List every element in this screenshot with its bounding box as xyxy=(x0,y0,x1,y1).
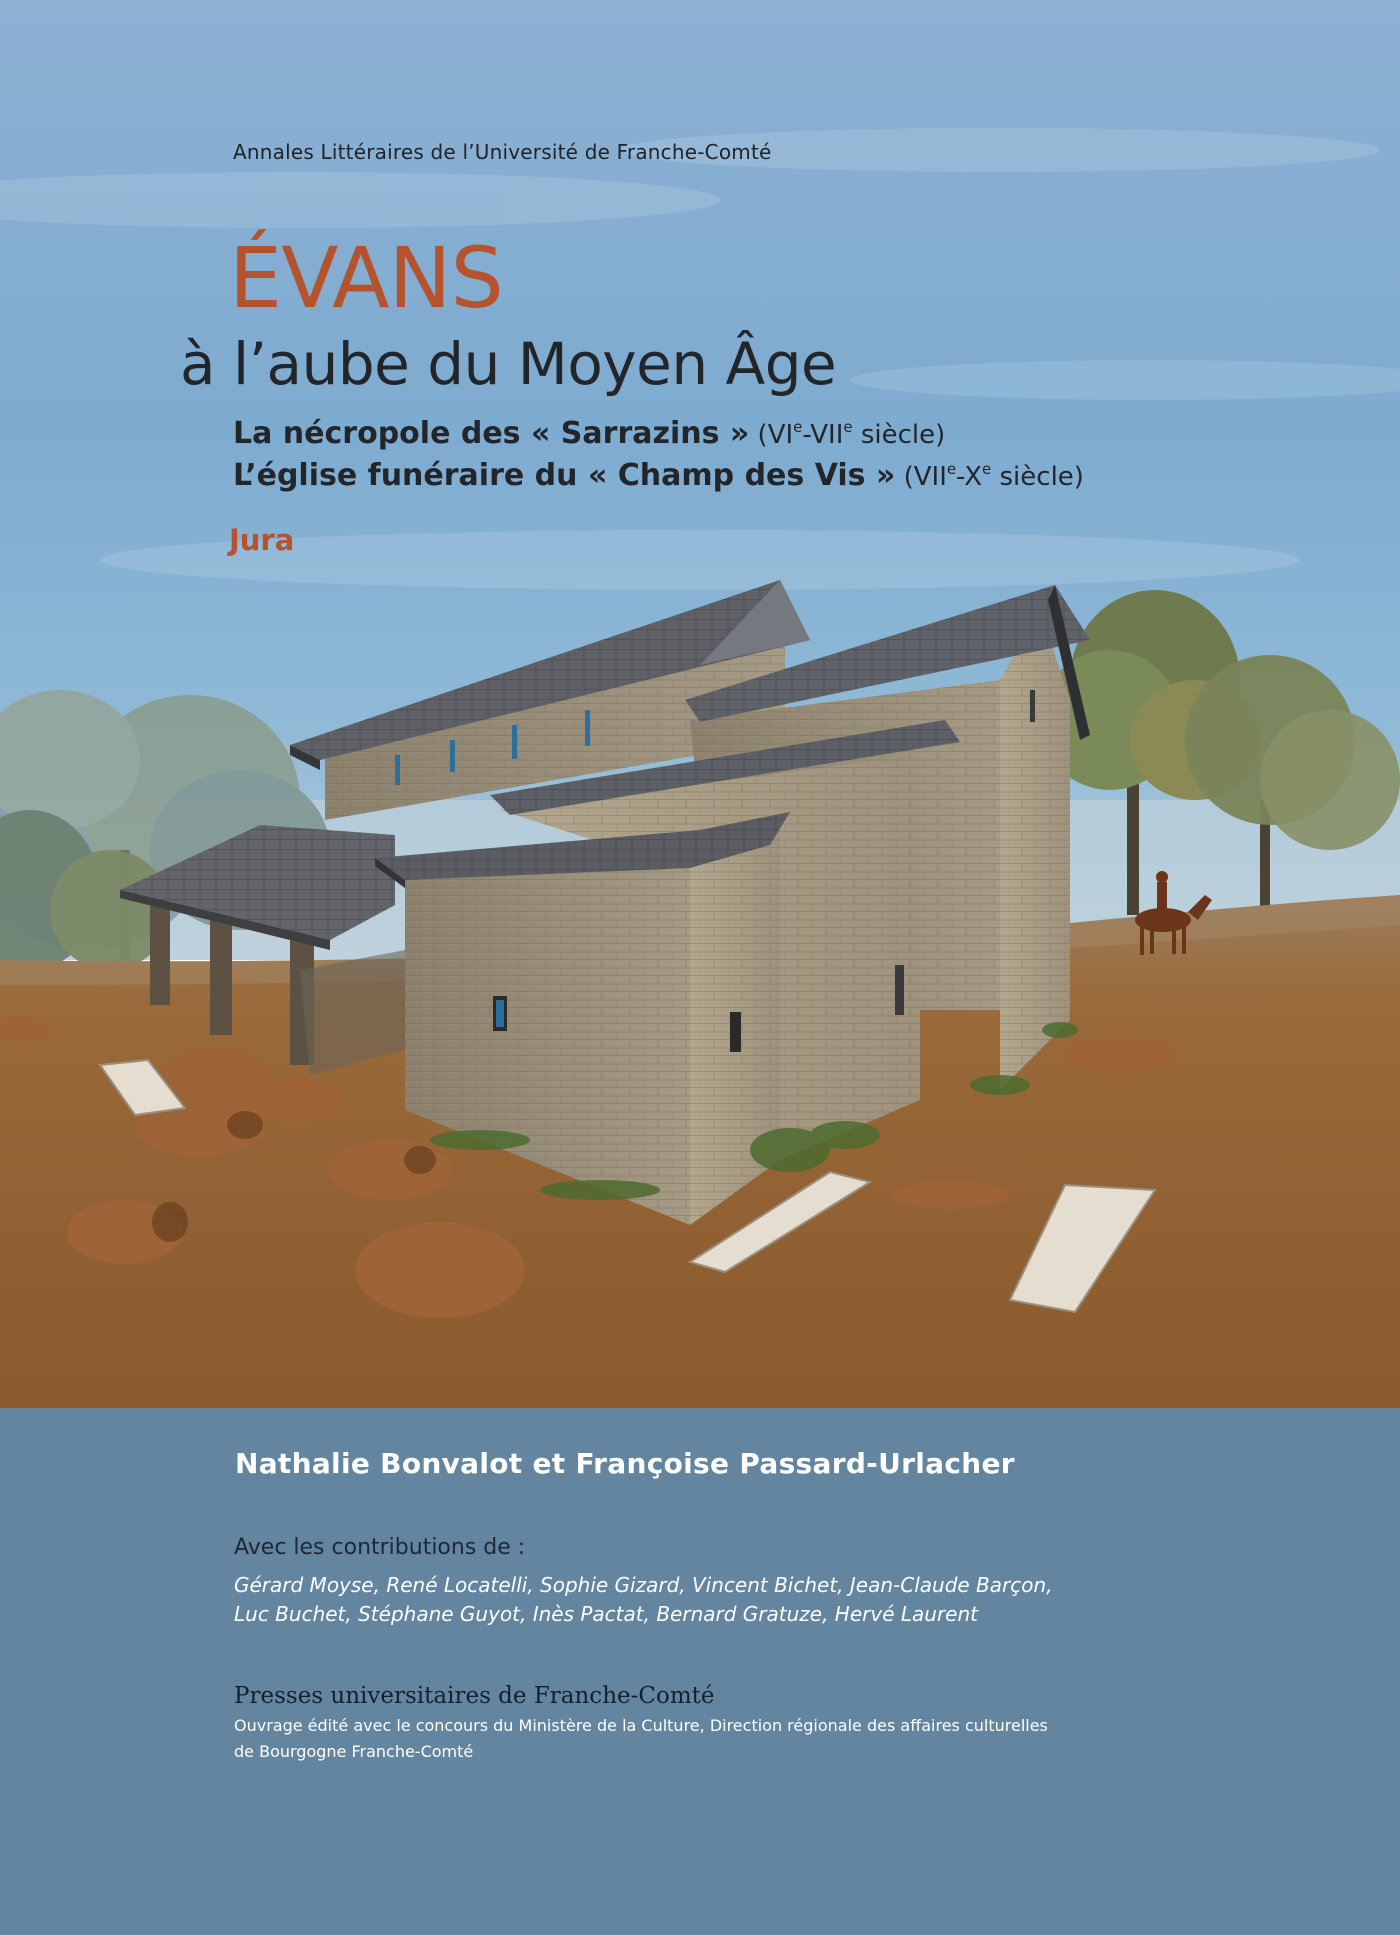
book-subtitle: à l’aube du Moyen Âge xyxy=(180,330,837,398)
date-sup: e xyxy=(946,460,957,478)
subtitle-line-lead: La nécropole des « Sarrazins » xyxy=(233,416,750,451)
publisher-credit-line: Ouvrage édité avec le concours du Ministère de la Culture, Direction régionale des affaires culturelles xyxy=(234,1716,1048,1735)
publisher-credit-line: de Bourgogne Franche-Comté xyxy=(234,1742,474,1761)
subtitle-line-dates xyxy=(895,462,1084,492)
series-title: Annales Littéraires de l’Université de Franche-Comté xyxy=(233,140,772,164)
subtitle-line-dates xyxy=(749,420,945,450)
contributions-label: Avec les contributions de : xyxy=(234,1535,526,1560)
contributors-line: Gérard Moyse, René Locatelli, Sophie Gizard, Vincent Bichet, Jean-Claude Barçon, xyxy=(234,1573,1053,1597)
date-part: siècle) xyxy=(991,462,1084,492)
date-part: (VII xyxy=(895,462,947,492)
contributors-line: Luc Buchet, Stéphane Guyot, Inès Pactat, Bernard Gratuze, Hervé Laurent xyxy=(234,1602,978,1626)
credits-band xyxy=(0,1408,1400,1935)
region-label: Jura xyxy=(229,523,295,557)
date-part: siècle) xyxy=(852,420,946,450)
date-sup: e xyxy=(793,418,803,436)
date-part: (VI xyxy=(749,420,794,450)
date-part: -VII xyxy=(802,420,844,450)
book-title: ÉVANS xyxy=(229,229,503,327)
publisher-name: Presses universitaires de Franche-Comté xyxy=(234,1683,715,1709)
date-sup: e xyxy=(843,418,853,436)
authors: Nathalie Bonvalot et Françoise Passard-Urlacher xyxy=(235,1447,1015,1480)
date-sup: e xyxy=(982,460,992,478)
subtitle-line-lead: L’église funéraire du « Champ des Vis » xyxy=(233,458,896,493)
subtitle-line-necropole xyxy=(233,416,946,451)
subtitle-line-eglise xyxy=(233,458,1084,493)
date-part: -X xyxy=(956,462,983,492)
